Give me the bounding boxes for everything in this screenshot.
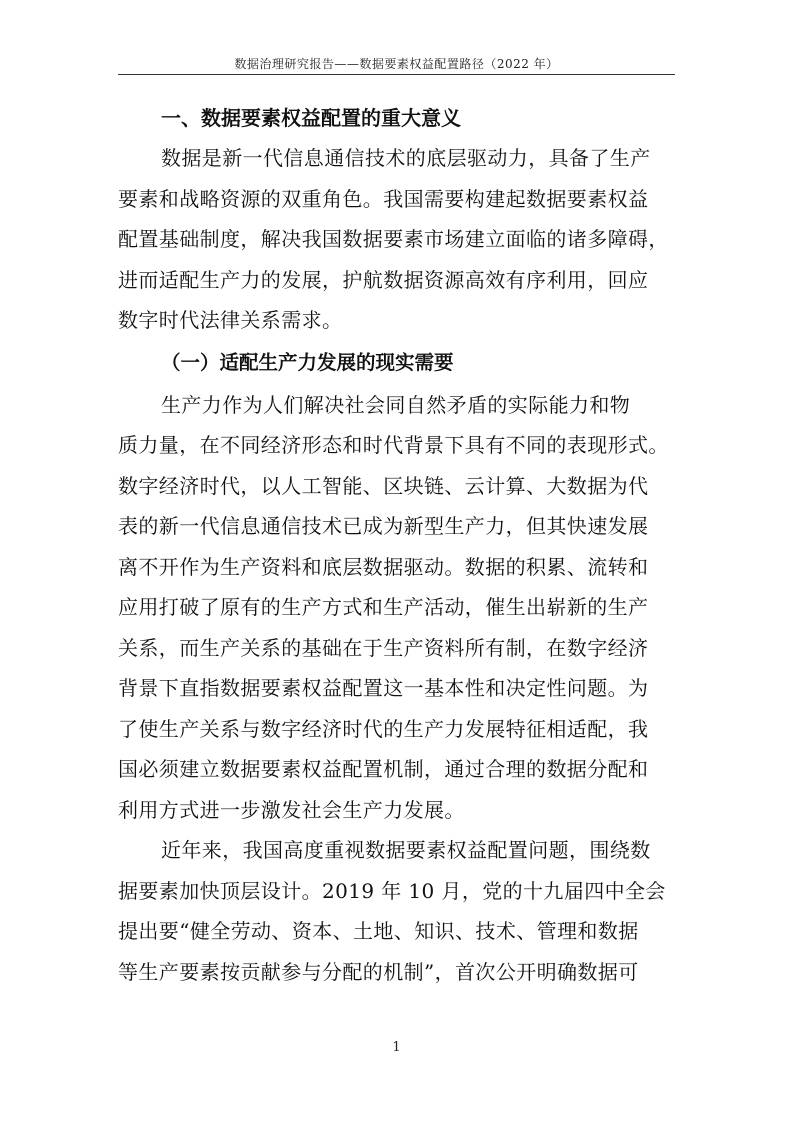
paragraph-line: 关系，而生产关系的基础在于生产资料所有制，在数字经济 xyxy=(118,635,649,660)
paragraph-line: 数据是新一代信息通信技术的底层驱动力，具备了生产 xyxy=(161,146,651,170)
page-number: 1 xyxy=(392,1040,401,1055)
paragraph-line: 利用方式进一步激发社会生产力发展。 xyxy=(118,797,465,822)
paragraph-line: 近年来，我国高度重视数据要素权益配置问题，围绕数 xyxy=(161,838,651,862)
paragraph-line: 了使生产关系与数字经济时代的生产力发展特征相适配，我 xyxy=(118,716,649,741)
paragraph-line: 数字经济时代，以人工智能、区块链、云计算、大数据为代 xyxy=(118,473,649,498)
paragraph-line: 等生产要素按贡献参与分配的机制”，首次公开明确数据可 xyxy=(118,959,639,984)
page-content xyxy=(118,98,678,992)
running-header: 数据治理研究报告——数据要素权益配置路径（2022 年） xyxy=(234,57,559,71)
paragraph-line: 据要素加快顶层设计。2019 年 10 月，党的十九届四中全会 xyxy=(118,878,666,903)
paragraph-line: 应用打破了原有的生产方式和生产活动，催生出崭新的生产 xyxy=(118,595,649,619)
paragraph-line: 提出要“健全劳动、资本、土地、知识、技术、管理和数据 xyxy=(118,919,639,943)
body-paragraph-2 xyxy=(118,830,678,992)
intro-paragraph xyxy=(118,138,678,341)
paragraph-line: 国必须建立数据要素权益配置机制，通过合理的数据分配和 xyxy=(118,757,649,781)
subsection-heading: （一）适配生产力发展的现实需要 xyxy=(161,350,454,374)
paragraph-line: 数字时代法律关系需求。 xyxy=(118,308,343,332)
paragraph-line: 配置基础制度，解决我国数据要素市场建立面临的诸多障碍， xyxy=(118,227,669,251)
paragraph-line: 背景下直指数据要素权益配置这一基本性和决定性问题。为 xyxy=(118,676,649,700)
paragraph-line: 进而适配生产力的发展，护航数据资源高效有序利用，回应 xyxy=(118,267,649,292)
header-rule xyxy=(118,74,675,75)
paragraph-line: 生产力作为人们解决社会同自然矛盾的实际能力和物 xyxy=(161,392,631,417)
section-heading: 一、数据要素权益配置的重大意义 xyxy=(161,106,461,130)
body-paragraph-1 xyxy=(118,385,678,831)
paragraph-line: 离不开作为生产资料和底层数据驱动。数据的积累、流转和 xyxy=(118,554,649,579)
paragraph-line: 表的新一代信息通信技术已成为新型生产力，但其快速发展 xyxy=(118,514,649,538)
paragraph-line: 质力量，在不同经济形态和时代背景下具有不同的表现形式。 xyxy=(118,433,669,457)
paragraph-line: 要素和战略资源的双重角色。我国需要构建起数据要素权益 xyxy=(118,186,649,211)
